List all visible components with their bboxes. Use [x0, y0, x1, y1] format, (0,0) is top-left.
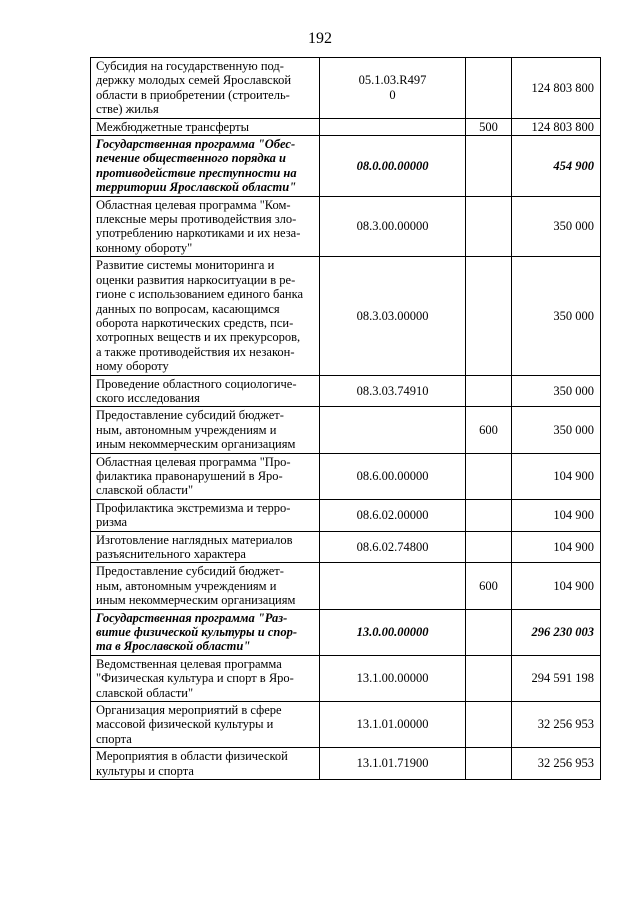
row-name-cell: Предоставление субсидий бюджет- ным, автономным учреждениям и иным некоммерческим организациям	[91, 563, 320, 609]
table-row	[91, 499, 601, 531]
table-row	[91, 655, 601, 701]
row-amount-cell: 32 256 953	[512, 748, 601, 780]
row-name-cell: Областная целевая программа "Про- филактика правонарушений в Яро- славской области"	[91, 453, 320, 499]
row-name-cell: Ведомственная целевая программа "Физическая культура и спорт в Яро- славской области"	[91, 655, 320, 701]
table-row	[91, 407, 601, 453]
table-row	[91, 58, 601, 119]
row-amount-cell: 454 900	[512, 136, 601, 197]
row-expense-type-cell	[466, 499, 512, 531]
row-expense-type-cell	[466, 257, 512, 375]
row-expense-type-cell	[466, 453, 512, 499]
row-name-cell: Государственная программа "Обес- печение общественного порядка и противодействие преступности на территории Ярославской области"	[91, 136, 320, 197]
page-number: 192	[308, 30, 332, 47]
table-row	[91, 453, 601, 499]
row-expense-type-cell	[466, 136, 512, 197]
row-amount-cell: 350 000	[512, 257, 601, 375]
row-name-cell: Организация мероприятий в сфере массовой физической культуры и спорта	[91, 702, 320, 748]
row-code-cell	[320, 407, 466, 453]
row-name-cell: Предоставление субсидий бюджет- ным, автономным учреждениям и иным некоммерческим организациям	[91, 407, 320, 453]
row-code-cell: 08.0.00.00000	[320, 136, 466, 197]
row-code-cell: 08.3.03.74910	[320, 375, 466, 407]
row-amount-cell: 124 803 800	[512, 58, 601, 119]
row-name-cell: Развитие системы мониторинга и оценки развития наркоситуации в ре- гионе с использованием единого банка данных по вопросам, касающимся оборота наркотических средств, пси- хотропных веществ и их прекурсоров, а также противодействия их незакон- ному обороту	[91, 257, 320, 375]
row-code-cell	[320, 118, 466, 135]
table-row	[91, 609, 601, 655]
budget-table-body	[91, 58, 601, 780]
row-expense-type-cell	[466, 702, 512, 748]
table-row	[91, 748, 601, 780]
row-expense-type-cell	[466, 609, 512, 655]
row-amount-cell: 124 803 800	[512, 118, 601, 135]
row-name-cell: Мероприятия в области физической культуры и спорта	[91, 748, 320, 780]
table-row	[91, 531, 601, 563]
row-code-cell: 13.1.00.00000	[320, 655, 466, 701]
row-expense-type-cell	[466, 655, 512, 701]
table-row	[91, 375, 601, 407]
row-expense-type-cell	[466, 375, 512, 407]
row-code-cell: 08.3.03.00000	[320, 257, 466, 375]
row-expense-type-cell: 600	[466, 407, 512, 453]
row-name-cell: Проведение областного социологиче- ского исследования	[91, 375, 320, 407]
row-expense-type-cell	[466, 748, 512, 780]
row-amount-cell: 350 000	[512, 196, 601, 257]
row-code-cell: 13.1.01.71900	[320, 748, 466, 780]
row-code-cell: 05.1.03.R497 0	[320, 58, 466, 119]
row-expense-type-cell	[466, 531, 512, 563]
table-row	[91, 257, 601, 375]
row-amount-cell: 32 256 953	[512, 702, 601, 748]
row-amount-cell: 350 000	[512, 375, 601, 407]
row-amount-cell: 104 900	[512, 563, 601, 609]
row-expense-type-cell: 500	[466, 118, 512, 135]
table-row	[91, 118, 601, 135]
row-name-cell: Изготовление наглядных материалов разъяснительного характера	[91, 531, 320, 563]
row-amount-cell: 296 230 003	[512, 609, 601, 655]
table-row	[91, 196, 601, 257]
row-amount-cell: 104 900	[512, 499, 601, 531]
row-name-cell: Государственная программа "Раз- витие физической культуры и спор- та в Ярославской области"	[91, 609, 320, 655]
row-name-cell: Субсидия на государственную под- держку молодых семей Ярославской области в приобретении (строитель- стве) жилья	[91, 58, 320, 119]
row-name-cell: Профилактика экстремизма и терро- ризма	[91, 499, 320, 531]
row-name-cell: Межбюджетные трансферты	[91, 118, 320, 135]
table-row	[91, 702, 601, 748]
row-amount-cell: 104 900	[512, 531, 601, 563]
row-expense-type-cell	[466, 58, 512, 119]
row-name-cell: Областная целевая программа "Ком- плексные меры противодействия зло- употреблению наркотиками и их неза- конному обороту"	[91, 196, 320, 257]
budget-table	[90, 57, 601, 780]
row-amount-cell: 104 900	[512, 453, 601, 499]
row-amount-cell: 350 000	[512, 407, 601, 453]
row-code-cell	[320, 563, 466, 609]
row-expense-type-cell: 600	[466, 563, 512, 609]
table-row	[91, 136, 601, 197]
row-code-cell: 08.6.02.74800	[320, 531, 466, 563]
row-code-cell: 13.1.01.00000	[320, 702, 466, 748]
row-code-cell: 13.0.00.00000	[320, 609, 466, 655]
row-code-cell: 08.6.02.00000	[320, 499, 466, 531]
table-row	[91, 563, 601, 609]
row-expense-type-cell	[466, 196, 512, 257]
row-code-cell: 08.6.00.00000	[320, 453, 466, 499]
row-code-cell: 08.3.00.00000	[320, 196, 466, 257]
row-amount-cell: 294 591 198	[512, 655, 601, 701]
